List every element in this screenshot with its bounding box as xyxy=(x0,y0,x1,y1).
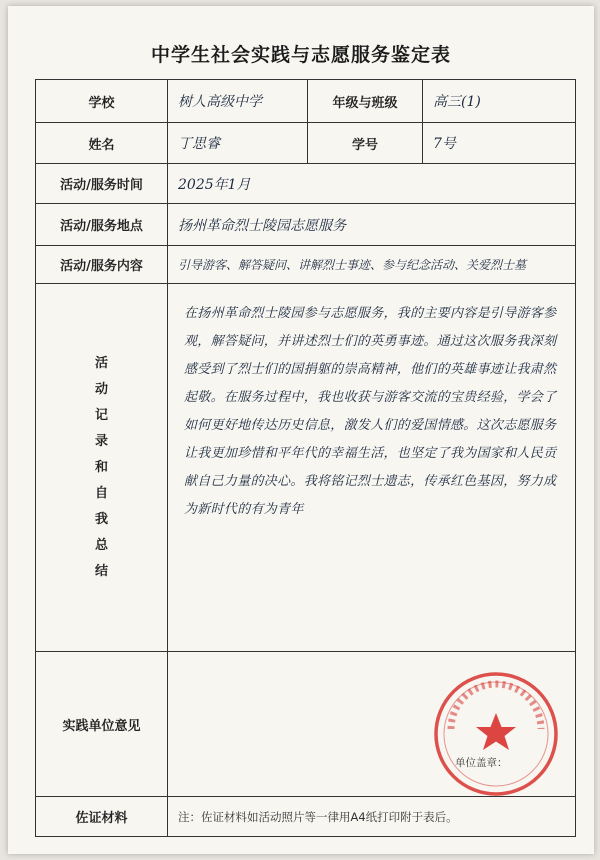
form-title: 中学生社会实践与志愿服务鉴定表 xyxy=(150,44,451,66)
evidence-label: 佐证材料 xyxy=(36,797,168,837)
seal-label: 单位盖章： xyxy=(455,757,508,769)
place-value: 扬州革命烈士陵园志愿服务 xyxy=(168,204,576,246)
record-label-char: 活 xyxy=(94,356,108,371)
record-label-char: 自 xyxy=(94,486,108,501)
time-value: 2025年1月 xyxy=(168,164,576,204)
time-label: 活动/服务时间 xyxy=(36,164,168,204)
student-id-value: 7号 xyxy=(423,123,576,164)
record-label-char: 动 xyxy=(94,382,108,397)
content-label: 活动/服务内容 xyxy=(36,246,168,284)
record-label-char: 总 xyxy=(94,538,108,553)
official-seal-stamp xyxy=(431,669,561,799)
record-label xyxy=(36,284,168,652)
name-value: 丁思睿 xyxy=(168,123,308,164)
grade-value: 高三(1) xyxy=(423,80,576,123)
record-label-char: 录 xyxy=(94,434,108,449)
form-sheet xyxy=(8,6,594,854)
evidence-note: 注：佐证材料如活动照片等一律用A4纸打印附于表后。 xyxy=(168,797,576,837)
school-label: 学校 xyxy=(36,80,168,123)
unit-opinion-label: 实践单位意见 xyxy=(36,652,168,797)
school-value: 树人高级中学 xyxy=(168,80,308,123)
student-id-label: 学号 xyxy=(308,123,423,164)
activity-record-text: 在扬州革命烈士陵园参与志愿服务，我的主要内容是引导游客参观，解答疑问，并讲述烈士们的英勇事迹。通过这次服务我深刻感受到了烈士们的国捐躯的崇高精神，他们的英雄事迹让我肃然起敬。在服务过程中，我也收获与游客交流的宝贵经验，学会了如何更好地传达历史信息，激发人们的爱国情感。这次志愿服务让我更加珍惜和平年代的幸福生活，也坚定了我为国家和人民贡献自己力量的决心。我将铭记烈士遗志，传承红色基因，努力成为新时代的有为青年 xyxy=(168,284,576,652)
record-label-char: 结 xyxy=(94,564,108,579)
name-label: 姓名 xyxy=(36,123,168,164)
content-value: 引导游客、解答疑问、讲解烈士事迹、参与纪念活动、关爱烈士墓 xyxy=(168,246,576,284)
record-label-char: 我 xyxy=(94,512,108,527)
grade-label: 年级与班级 xyxy=(308,80,423,123)
record-label-char: 和 xyxy=(94,460,108,475)
record-label-char: 记 xyxy=(94,408,108,423)
seal-star-icon xyxy=(476,713,516,750)
place-label: 活动/服务地点 xyxy=(36,204,168,246)
